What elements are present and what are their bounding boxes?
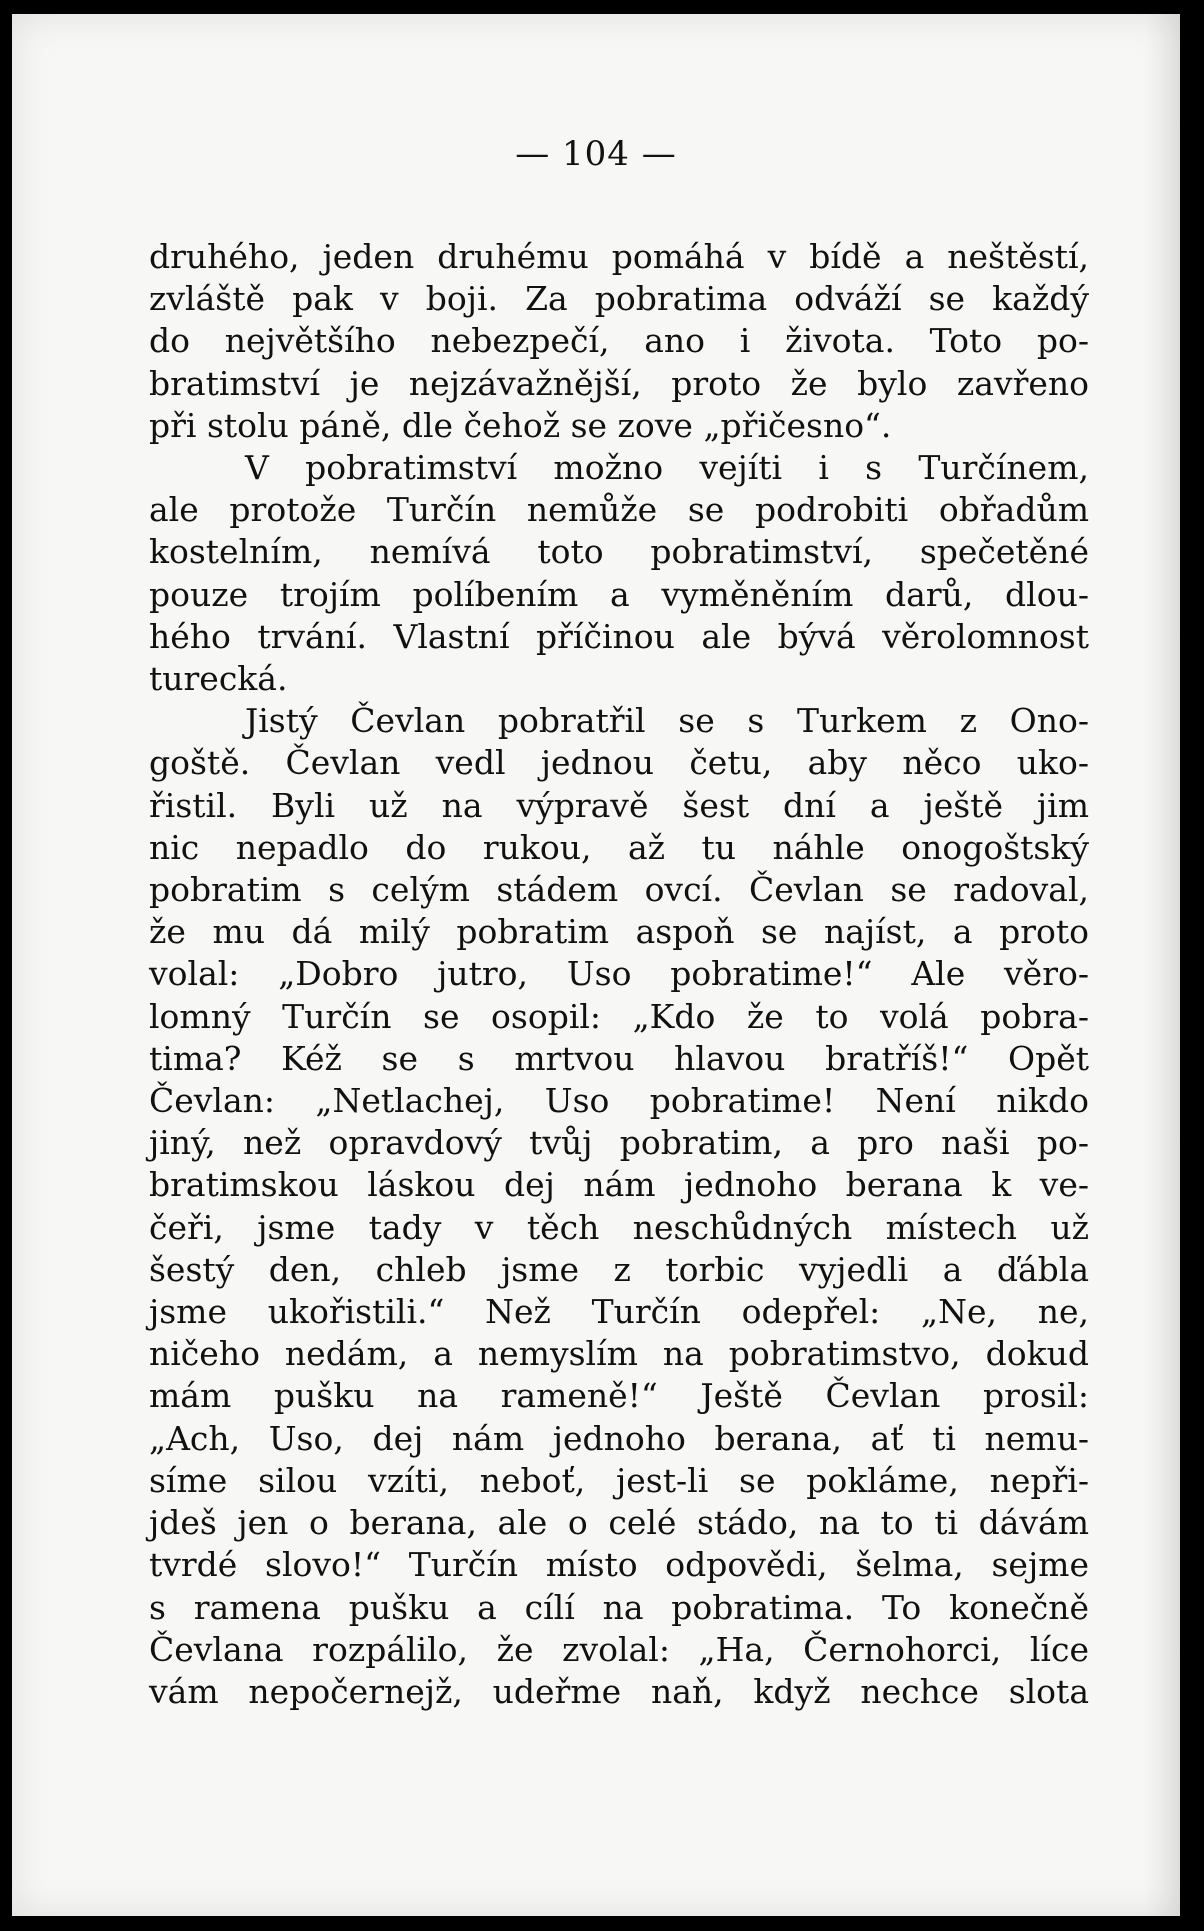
page-number: — 104 — [515, 134, 677, 174]
text-line: že mu dá milý pobratim aspoň se najíst, a proto [149, 912, 1089, 952]
text-line: volal: „Dobro jutro, Uso pobratime!“ Ale věro- [149, 954, 1089, 994]
text-line: tima? Kéž se s mrtvou hlavou bratříš!“ Opět [149, 1038, 1089, 1078]
book-page [12, 14, 1180, 1916]
text-line: jiný, než opravdový tvůj pobratim, a pro naši po- [149, 1123, 1089, 1163]
text-line: ničeho nedám, a nemyslím na pobratimstvo, dokud [149, 1334, 1089, 1374]
text-line: Jistý Čevlan pobratřil se s Turkem z Ono- [245, 701, 1089, 741]
text-line: při stolu páně, dle čehož se zove „přičesno“. [149, 405, 892, 445]
text-line: mám pušku na rameně!“ Ještě Čevlan prosil: [149, 1376, 1089, 1416]
text-line: s ramena pušku a cílí na pobratima. To konečně [149, 1587, 1089, 1627]
text-line: do největšího nebezpečí, ano i života. Toto po- [149, 321, 1089, 361]
text-line: Čevlana rozpálilo, že zvolal: „Ha, Černohorci, líce [149, 1629, 1089, 1669]
text-line: zvláště pak v boji. Za pobratima odváží se každý [149, 279, 1089, 319]
text-line: šestý den, chleb jsme z torbic vyjedli a ďábla [149, 1249, 1089, 1289]
text-line: kostelním, nemívá toto pobratimství, spečetěné [149, 532, 1089, 572]
text-line: druhého, jeden druhému pomáhá v bídě a neštěstí, [149, 237, 1089, 276]
text-line: řistil. Byli už na výpravě šest dní a ještě jim [149, 785, 1089, 825]
body-text [149, 236, 1089, 1713]
text-line: bratimství je nejzávažnější, proto že bylo zavřeno [149, 363, 1089, 403]
text-line: vám nepočernejž, udeřme naň, když nechce slota [149, 1671, 1089, 1711]
page-edge-shadow [1144, 14, 1180, 1916]
text-line: Čevlan: „Netlachej, Uso pobratime! Není nikdo [149, 1081, 1089, 1121]
text-line: turecká. [149, 659, 288, 699]
text-line: nic nepadlo do rukou, až tu náhle onogoštský [149, 827, 1089, 867]
text-line: čeři, jsme tady v těch neschůdných místech už [149, 1207, 1089, 1247]
text-line: síme silou vzíti, neboť, jest-li se pokláme, nepři- [149, 1460, 1089, 1500]
text-line: pobratim s celým stádem ovcí. Čevlan se radoval, [149, 870, 1089, 910]
text-line: tvrdé slovo!“ Turčín místo odpovědi, šelma, sejme [149, 1545, 1089, 1585]
text-line: jdeš jen o berana, ale o celé stádo, na to ti dávám [149, 1503, 1089, 1543]
text-line: hého trvání. Vlastní příčinou ale bývá věrolomnost [149, 616, 1089, 656]
text-line: bratimskou láskou dej nám jednoho berana k ve- [149, 1165, 1089, 1205]
text-line: V pobratimství možno vejíti i s Turčínem, [245, 448, 1089, 488]
text-line: „Ach, Uso, dej nám jednoho berana, ať ti nemu- [149, 1418, 1089, 1458]
text-line: ale protože Turčín nemůže se podrobiti obřadům [149, 490, 1089, 530]
text-line: goště. Čevlan vedl jednou četu, aby něco uko- [149, 743, 1089, 783]
text-line: pouze trojím políbením a vyměněním darů, dlou- [149, 574, 1089, 614]
text-line: jsme ukořistili.“ Než Turčín odepřel: „Ne, ne, [149, 1292, 1089, 1332]
text-line: lomný Turčín se osopil: „Kdo že to volá pobra- [149, 996, 1089, 1036]
